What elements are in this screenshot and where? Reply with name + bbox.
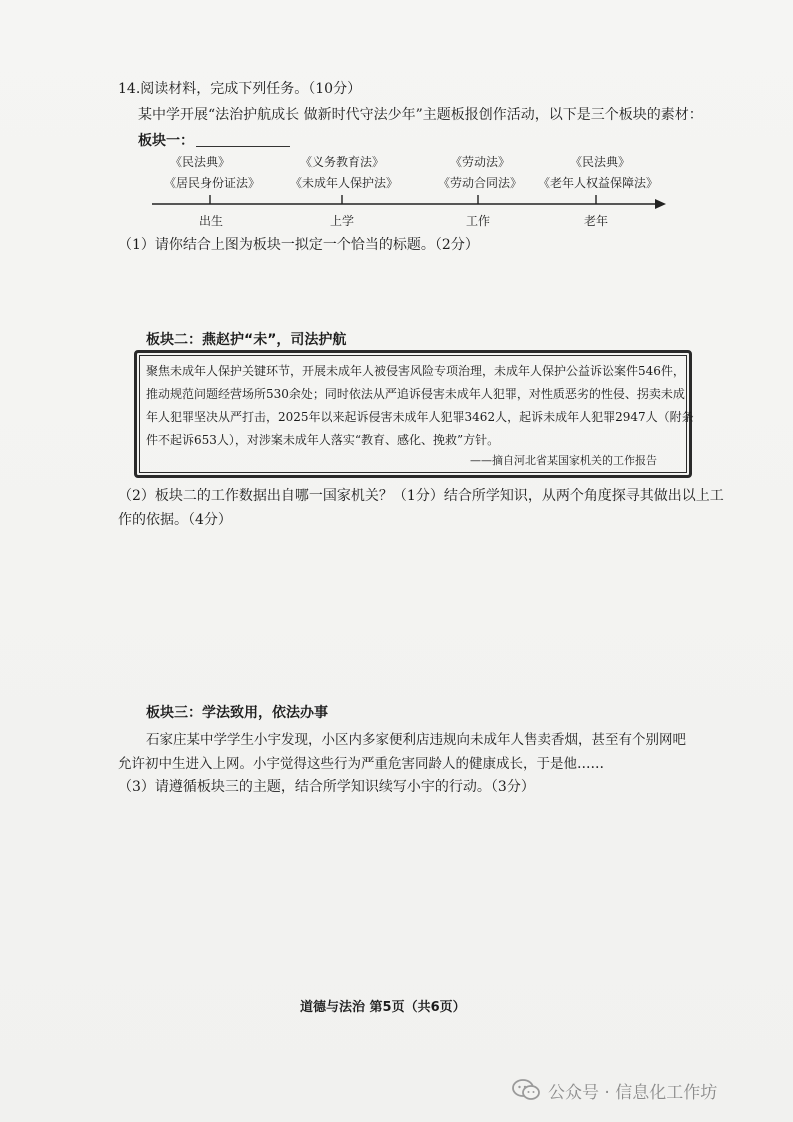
question-title: 14.阅读材料，完成下列任务。（10分） — [118, 81, 362, 97]
law-work-2: 《劳动合同法》 — [438, 176, 523, 190]
wechat-icon — [512, 1079, 540, 1101]
section1-title-blank — [196, 146, 290, 147]
section1-title: 板块一： — [138, 133, 194, 149]
task-1: （1）请你结合上图为板块一拟定一个恰当的标题。（2分） — [118, 237, 479, 253]
watermark — [512, 1075, 717, 1105]
section3-body-line1: 石家庄某中学学生小宇发现，小区内多家便利店违规向未成年人售卖香烟，甚至有个别网吧 — [146, 732, 686, 748]
section3-title: 板块三：学法致用，依法办事 — [146, 705, 328, 721]
stage-birth: 出生 — [199, 214, 224, 228]
law-old-2: 《老年人权益保障法》 — [538, 176, 659, 190]
law-birth-1: 《民法典》 — [170, 155, 231, 169]
stage-old: 老年 — [584, 214, 609, 228]
report-line: 聚焦未成年人保护关键环节，开展未成年人被侵害风险专项治理，未成年人保护公益诉讼案件546件， — [146, 364, 685, 378]
law-work-1: 《劳动法》 — [450, 155, 511, 169]
section2-title: 板块二：燕赵护“未”，司法护航 — [146, 332, 347, 348]
law-school-1: 《义务教育法》 — [300, 155, 385, 169]
task-2-line2: 作的依据。（4分） — [118, 512, 232, 528]
task-2-line1: （2）板块二的工作数据出自哪一国家机关？（1分）结合所学知识，从两个角度探寻其做出以上工 — [118, 488, 724, 504]
task-3: （3）请遵循板块三的主题，结合所学知识续写小宇的行动。（3分） — [118, 779, 535, 795]
question-intro: 某中学开展“法治护航成长 做新时代守法少年”主题板报创作活动，以下是三个板块的素材： — [138, 107, 703, 123]
law-school-2: 《未成年人保护法》 — [290, 176, 399, 190]
report-line: 推动规范问题经营场所530余处；同时依法从严追诉侵害未成年人犯罪，对性质恶劣的性侵、拐卖未成 — [146, 387, 685, 401]
stage-school: 上学 — [330, 214, 355, 228]
stage-work: 工作 — [466, 214, 491, 228]
timeline-arrow — [655, 199, 666, 209]
report-source: ——摘自河北省某国家机关的工作报告 — [470, 454, 657, 467]
section3-body-line2: 允许初中生进入上网。小宇觉得这些行为严重危害同龄人的健康成长，于是他…… — [118, 756, 604, 772]
page-footer: 道德与法治 第5页（共6页） — [300, 1000, 466, 1015]
law-old-1: 《民法典》 — [570, 155, 631, 169]
report-text — [146, 360, 694, 452]
law-birth-2: 《居民身份证法》 — [164, 176, 261, 190]
report-line: 年人犯罪坚决从严打击，2025年以来起诉侵害未成年人犯罪3462人，起诉未成年人犯罪2947人（附条 — [146, 410, 694, 424]
report-line: 件不起诉653人），对涉案未成年人落实“教育、感化、挽救”方针。 — [146, 433, 500, 447]
watermark-text: 公众号 · 信息化工作坊 — [548, 1082, 718, 1103]
